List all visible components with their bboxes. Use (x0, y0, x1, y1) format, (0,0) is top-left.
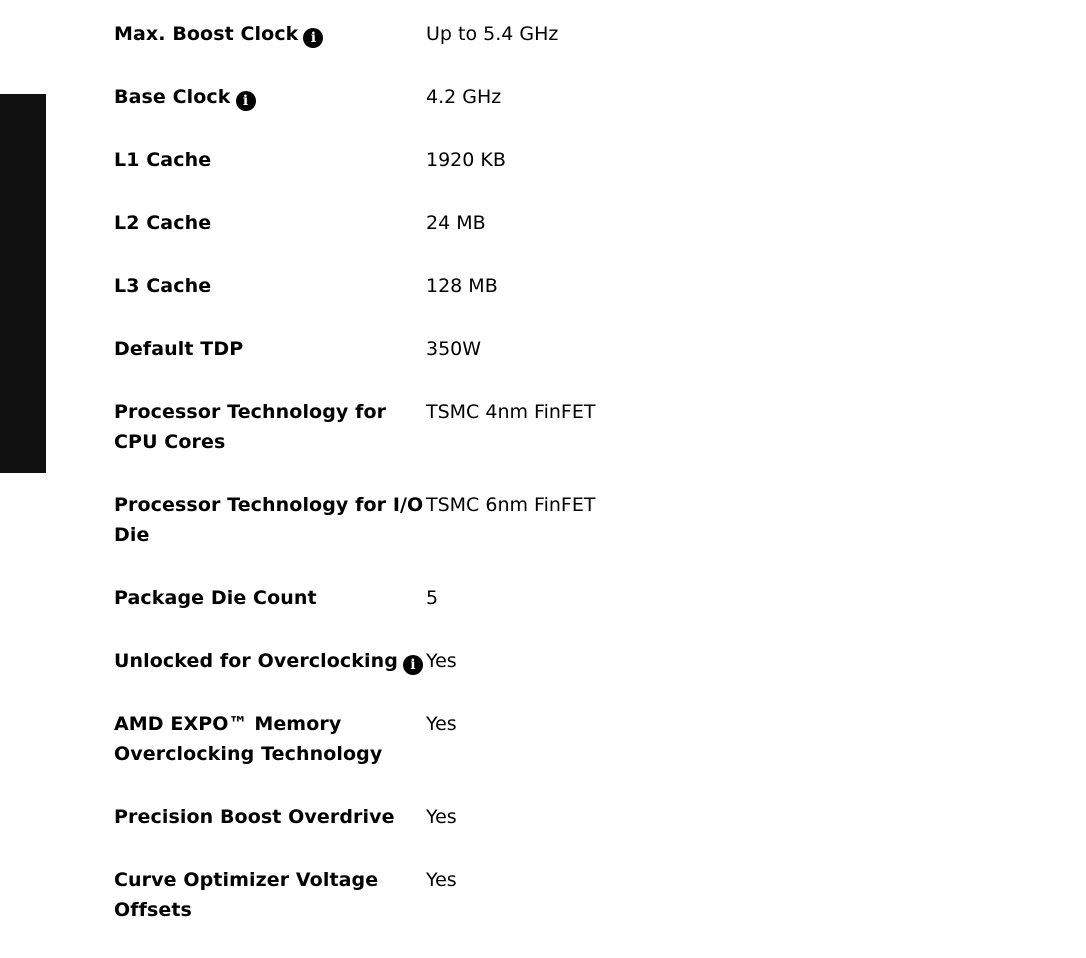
spec-label (114, 646, 426, 676)
spec-label-text: Max. Boost Clock (114, 23, 299, 45)
side-dark-panel (0, 94, 46, 473)
spec-label: Processor Technology for I/O Die (114, 494, 424, 546)
spec-label: Default TDP (114, 338, 244, 360)
spec-value: 128 MB (426, 275, 498, 297)
spec-row-package-die-count (114, 583, 814, 613)
spec-value: TSMC 4nm FinFET (426, 401, 596, 423)
spec-value: 24 MB (426, 212, 486, 234)
spec-label-text: Base Clock (114, 86, 231, 108)
spec-label: Package Die Count (114, 587, 317, 609)
spec-label: L1 Cache (114, 149, 212, 171)
info-icon[interactable]: i (303, 28, 323, 48)
spec-row-io-die-process-tech (114, 490, 814, 550)
spec-row-precision-boost-overdrive (114, 802, 814, 832)
spec-value: 4.2 GHz (426, 86, 502, 108)
spec-label: Curve Optimizer Voltage Offsets (114, 869, 379, 921)
spec-row-amd-expo (114, 709, 814, 769)
spec-label (114, 19, 426, 49)
spec-label: L2 Cache (114, 212, 212, 234)
spec-label: AMD EXPO™ Memory Overclocking Technology (114, 713, 383, 765)
spec-value: 350W (426, 338, 482, 360)
spec-label (114, 82, 426, 112)
spec-row-max-boost-clock (114, 19, 814, 49)
spec-row-l1-cache (114, 145, 814, 175)
spec-row-l3-cache (114, 271, 814, 301)
info-icon[interactable]: i (403, 655, 423, 675)
spec-row-base-clock (114, 82, 814, 112)
spec-list (114, 19, 814, 958)
spec-label: Precision Boost Overdrive (114, 806, 395, 828)
info-icon[interactable]: i (236, 91, 256, 111)
spec-value: TSMC 6nm FinFET (426, 494, 596, 516)
spec-value: Yes (426, 869, 457, 891)
spec-value: Yes (426, 713, 457, 735)
spec-row-l2-cache (114, 208, 814, 238)
spec-value: 1920 KB (426, 149, 506, 171)
spec-value: Up to 5.4 GHz (426, 23, 559, 45)
spec-value: 5 (426, 587, 439, 609)
spec-value: Yes (426, 650, 457, 672)
spec-row-curve-optimizer (114, 865, 814, 925)
spec-label-text: Unlocked for Overclocking (114, 650, 398, 672)
spec-row-unlocked-overclocking (114, 646, 814, 676)
spec-row-cpu-process-tech (114, 397, 814, 457)
spec-label: L3 Cache (114, 275, 212, 297)
spec-row-default-tdp (114, 334, 814, 364)
spec-label: Processor Technology for CPU Cores (114, 401, 387, 453)
spec-value: Yes (426, 806, 457, 828)
